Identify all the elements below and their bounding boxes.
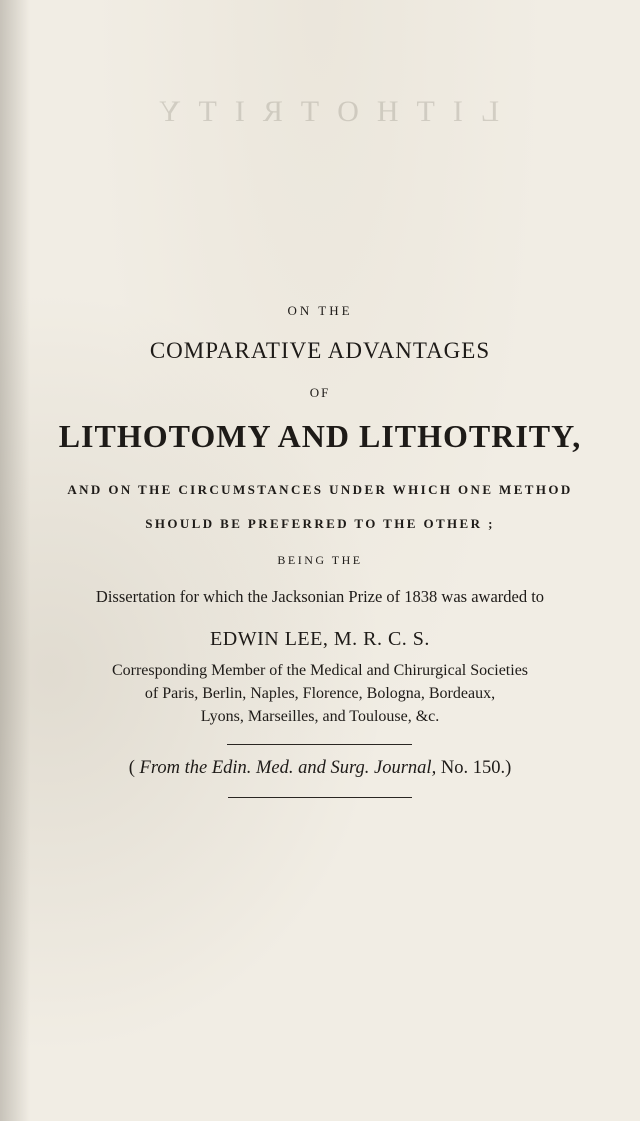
dissertation-statement: Dissertation for which the Jacksonian Prize of 1838 was awarded to (95, 587, 545, 606)
subtitle-line-1: AND ON THE CIRCUMSTANCES UNDER WHICH ONE METHOD (67, 482, 573, 497)
subtitle-line-2: SHOULD BE PREFERRED TO THE OTHER ; (145, 516, 495, 531)
comparative-advantages-heading: COMPARATIVE ADVANTAGES (149, 338, 491, 363)
author-affiliation-line-3: Lyons, Marseilles, and Toulouse, &c. (200, 708, 440, 725)
main-title: LITHOTOMY AND LITHOTRITY, (58, 418, 582, 454)
source-number: No. 150.) (436, 758, 512, 778)
source-journal: From the Edin. Med. and Surg. Journal, (139, 758, 437, 778)
on-the-heading: ON THE (287, 303, 353, 318)
bleed-through-text: LITHOTRITY (140, 95, 500, 128)
of-heading: OF (309, 385, 331, 400)
being-the-heading: BEING THE (277, 553, 363, 567)
author-affiliation-line-2: of Paris, Berlin, Naples, Florence, Bologna, Bordeaux, (144, 685, 496, 702)
divider-rule-bottom (228, 797, 412, 798)
source-open-paren: ( (128, 758, 140, 778)
divider-rule-top (227, 744, 412, 745)
author-name: EDWIN LEE, M. R. C. S. (210, 628, 430, 650)
author-affiliation-line-1: Corresponding Member of the Medical and Chirurgical Societies (111, 662, 529, 679)
source-citation (0, 758, 640, 779)
